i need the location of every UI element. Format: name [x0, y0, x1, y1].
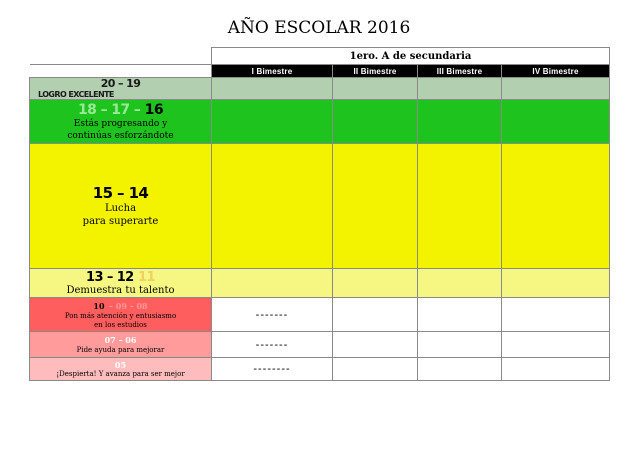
level-range-end: 11	[138, 270, 155, 285]
level-caption: Demuestra tu talento	[66, 285, 175, 296]
level-row-05	[30, 358, 610, 381]
score-cell[interactable]	[333, 144, 418, 269]
level-row-excelente	[30, 78, 610, 100]
term-header-4: IV Bimestre	[502, 65, 610, 78]
score-cell[interactable]	[418, 144, 502, 269]
corner-cell	[30, 65, 212, 78]
level-range: 07 – 06	[104, 334, 137, 345]
level-caption: continúas esforzándote	[67, 130, 174, 141]
score-cell[interactable]	[502, 144, 610, 269]
level-row-10	[30, 298, 610, 332]
level-caption: Estás progresando y	[73, 118, 168, 129]
level-range: 05	[114, 359, 127, 370]
level-caption: Pon más atención y entusiasmo	[64, 312, 177, 320]
score-placeholder[interactable]: --------	[212, 358, 333, 381]
score-cell[interactable]	[418, 100, 502, 144]
level-range-end: – 09 – 08	[108, 301, 148, 311]
score-cell[interactable]	[502, 269, 610, 298]
score-cell[interactable]	[418, 298, 502, 332]
level-caption: LOGRO EXCELENTE	[38, 90, 114, 99]
level-range: 15 – 14	[92, 183, 149, 202]
level-label	[30, 100, 212, 144]
level-range: 18 – 17 –	[78, 101, 141, 118]
level-row-lucha	[30, 144, 610, 269]
score-cell[interactable]	[333, 298, 418, 332]
score-cell[interactable]	[418, 269, 502, 298]
score-placeholder[interactable]: -------	[212, 298, 333, 332]
level-range: 20 – 19	[100, 77, 141, 90]
score-cell[interactable]	[333, 100, 418, 144]
level-caption: Pide ayuda para mejorar	[76, 345, 165, 354]
score-cell[interactable]	[418, 358, 502, 381]
score-cell[interactable]	[502, 332, 610, 358]
score-cell[interactable]	[418, 78, 502, 100]
level-label	[30, 144, 212, 269]
score-cell[interactable]	[502, 78, 610, 100]
score-cell[interactable]	[418, 332, 502, 358]
level-label	[30, 298, 212, 332]
level-range-end: 16	[144, 101, 163, 118]
level-label	[30, 78, 212, 100]
level-range: 13 – 12	[86, 270, 134, 285]
score-cell[interactable]	[502, 100, 610, 144]
term-header-3: III Bimestre	[418, 65, 502, 78]
term-header-1: I Bimestre	[212, 65, 333, 78]
score-cell[interactable]	[333, 358, 418, 381]
score-placeholder[interactable]: -------	[212, 332, 333, 358]
score-cell[interactable]	[212, 100, 333, 144]
term-header-2: II Bimestre	[333, 65, 418, 78]
level-caption: Lucha	[104, 202, 137, 214]
level-row-progreso	[30, 100, 610, 144]
level-label	[30, 269, 212, 298]
level-caption: ¡Despierta! Y avanza para ser mejor	[56, 369, 185, 378]
score-cell[interactable]	[333, 269, 418, 298]
grade-table	[29, 47, 610, 381]
corner-cell	[30, 48, 212, 65]
level-label	[30, 332, 212, 358]
level-caption: para superarte	[82, 215, 159, 227]
level-row-talento	[30, 269, 610, 298]
score-cell[interactable]	[212, 144, 333, 269]
grade-header: 1ero. A de secundaria	[212, 48, 610, 65]
score-cell[interactable]	[502, 358, 610, 381]
level-caption: en los estudios	[94, 321, 147, 329]
level-label	[30, 358, 212, 381]
score-cell[interactable]	[502, 298, 610, 332]
score-cell[interactable]	[212, 78, 333, 100]
level-range: 10	[93, 301, 105, 311]
level-row-07	[30, 332, 610, 358]
page-title: AÑO ESCOLAR 2016	[227, 18, 411, 38]
score-cell[interactable]	[212, 269, 333, 298]
score-cell[interactable]	[333, 332, 418, 358]
score-cell[interactable]	[333, 78, 418, 100]
